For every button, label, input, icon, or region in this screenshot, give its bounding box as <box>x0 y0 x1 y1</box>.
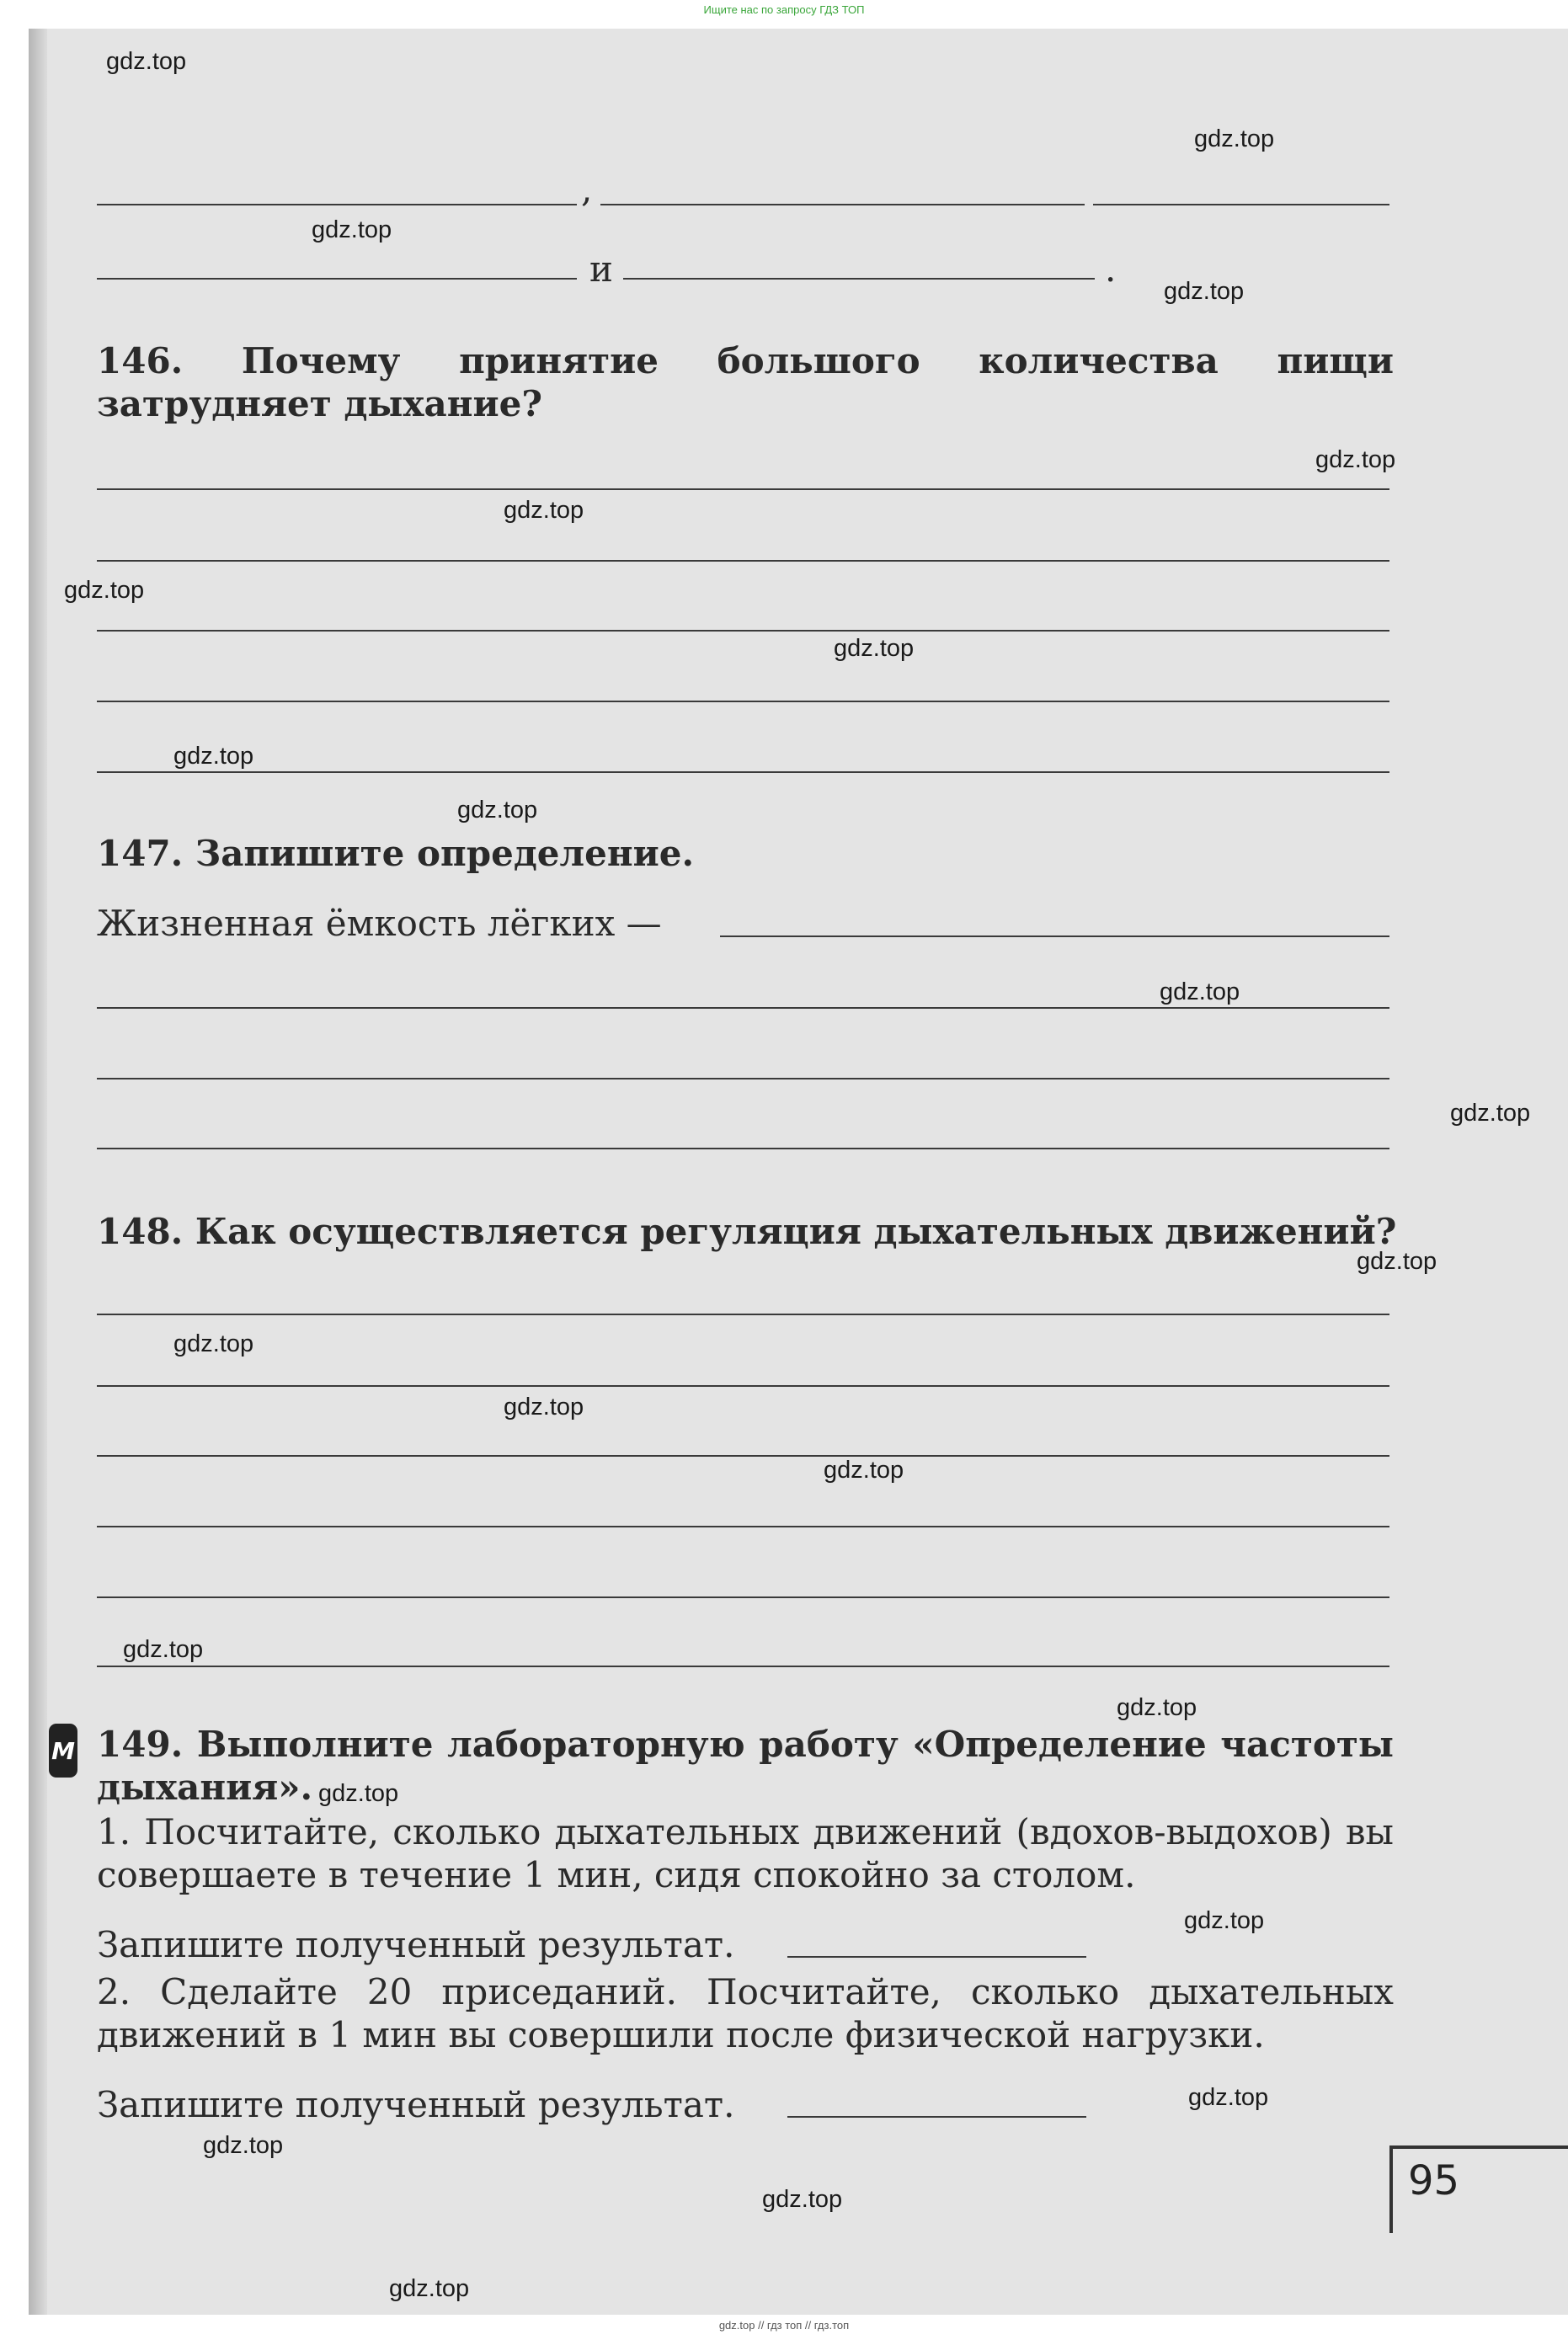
watermark: gdz.top <box>173 743 254 770</box>
watermark: gdz.top <box>173 1330 254 1357</box>
record-result-1: Запишите полученный результат. <box>97 1924 735 1965</box>
watermark: gdz.top <box>1117 1694 1197 1721</box>
answer-line[interactable] <box>97 1078 1389 1079</box>
watermark: gdz.top <box>504 497 584 524</box>
watermark: gdz.top <box>203 2132 284 2159</box>
question-148: 148. Как осуществляется регуляция дыхательных движений? <box>97 1211 1397 1252</box>
page-number: 95 <box>1408 2157 1460 2204</box>
watermark: gdz.top <box>64 577 145 604</box>
question-149: 149. Выполните лабораторную работу «Определение частоты дыхания». <box>97 1724 1394 1808</box>
answer-line[interactable] <box>97 1526 1389 1527</box>
watermark: gdz.top <box>504 1394 584 1421</box>
answer-line[interactable] <box>97 1596 1389 1598</box>
watermark: gdz.top <box>1184 1907 1265 1934</box>
watermark: gdz.top <box>123 1636 204 1663</box>
watermark: gdz.top <box>1357 1248 1437 1275</box>
result-line-1[interactable] <box>787 1956 1086 1958</box>
answer-line[interactable] <box>97 1666 1389 1667</box>
watermark: gdz.top <box>1164 278 1245 305</box>
watermark: gdz.top <box>762 2186 843 2213</box>
step-1-text: 1. Посчитайте, сколько дыхательных движений (вдохов-выдохов) вы совершаете в течение 1 мин, сидя спокойно за столом. <box>97 1811 1394 1895</box>
watermark: gdz.top <box>318 1780 399 1807</box>
question-146: 146. Почему принятие большого количества пищи затрудняет дыхание? <box>97 340 1394 424</box>
watermark: gdz.top <box>1315 446 1396 473</box>
watermark: gdz.top <box>834 635 915 662</box>
answer-line[interactable] <box>97 1314 1389 1315</box>
answer-line[interactable] <box>97 771 1389 773</box>
answer-line[interactable] <box>97 1148 1389 1149</box>
bottom-banner[interactable]: gdz.top // гдз топ // гдз.топ <box>718 2319 850 2332</box>
definition-prompt: Жизненная ёмкость лёгких — <box>97 903 662 944</box>
answer-line[interactable] <box>97 560 1389 562</box>
answer-line[interactable] <box>97 1007 1389 1009</box>
question-147: 147. Запишите определение. <box>97 833 695 874</box>
answer-line[interactable] <box>97 278 577 280</box>
answer-line[interactable] <box>97 1385 1389 1387</box>
answer-line[interactable] <box>97 1455 1389 1457</box>
page-edge-shadow <box>29 29 47 2315</box>
step-2-text: 2. Сделайте 20 приседаний. Посчитайте, сколько дыхательных движений в 1 мин вы совершили после физической нагрузки. <box>97 1971 1394 2055</box>
watermark: gdz.top <box>1450 1100 1531 1127</box>
and-connector: и <box>589 248 613 290</box>
watermark: gdz.top <box>389 2275 470 2302</box>
answer-line[interactable] <box>97 204 577 205</box>
answer-line[interactable] <box>97 488 1389 490</box>
watermark: gdz.top <box>312 216 392 243</box>
result-line-2[interactable] <box>787 2116 1086 2118</box>
answer-line[interactable] <box>720 935 1389 937</box>
answer-line[interactable] <box>600 204 1085 205</box>
watermark: gdz.top <box>106 48 187 75</box>
answer-line[interactable] <box>97 630 1389 632</box>
watermark: gdz.top <box>1194 125 1275 152</box>
top-banner[interactable]: Ищите нас по запросу ГДЗ ТОП <box>703 3 865 16</box>
method-icon: М <box>49 1724 77 1778</box>
answer-line[interactable] <box>1093 204 1389 205</box>
answer-line[interactable] <box>623 278 1095 280</box>
record-result-2: Запишите полученный результат. <box>97 2084 735 2125</box>
watermark: gdz.top <box>824 1457 904 1484</box>
watermark: gdz.top <box>1160 978 1240 1005</box>
watermark: gdz.top <box>457 797 538 824</box>
period-mark: . <box>1105 248 1117 290</box>
comma-separator: , <box>581 168 593 210</box>
watermark: gdz.top <box>1188 2084 1269 2111</box>
answer-line[interactable] <box>97 701 1389 702</box>
